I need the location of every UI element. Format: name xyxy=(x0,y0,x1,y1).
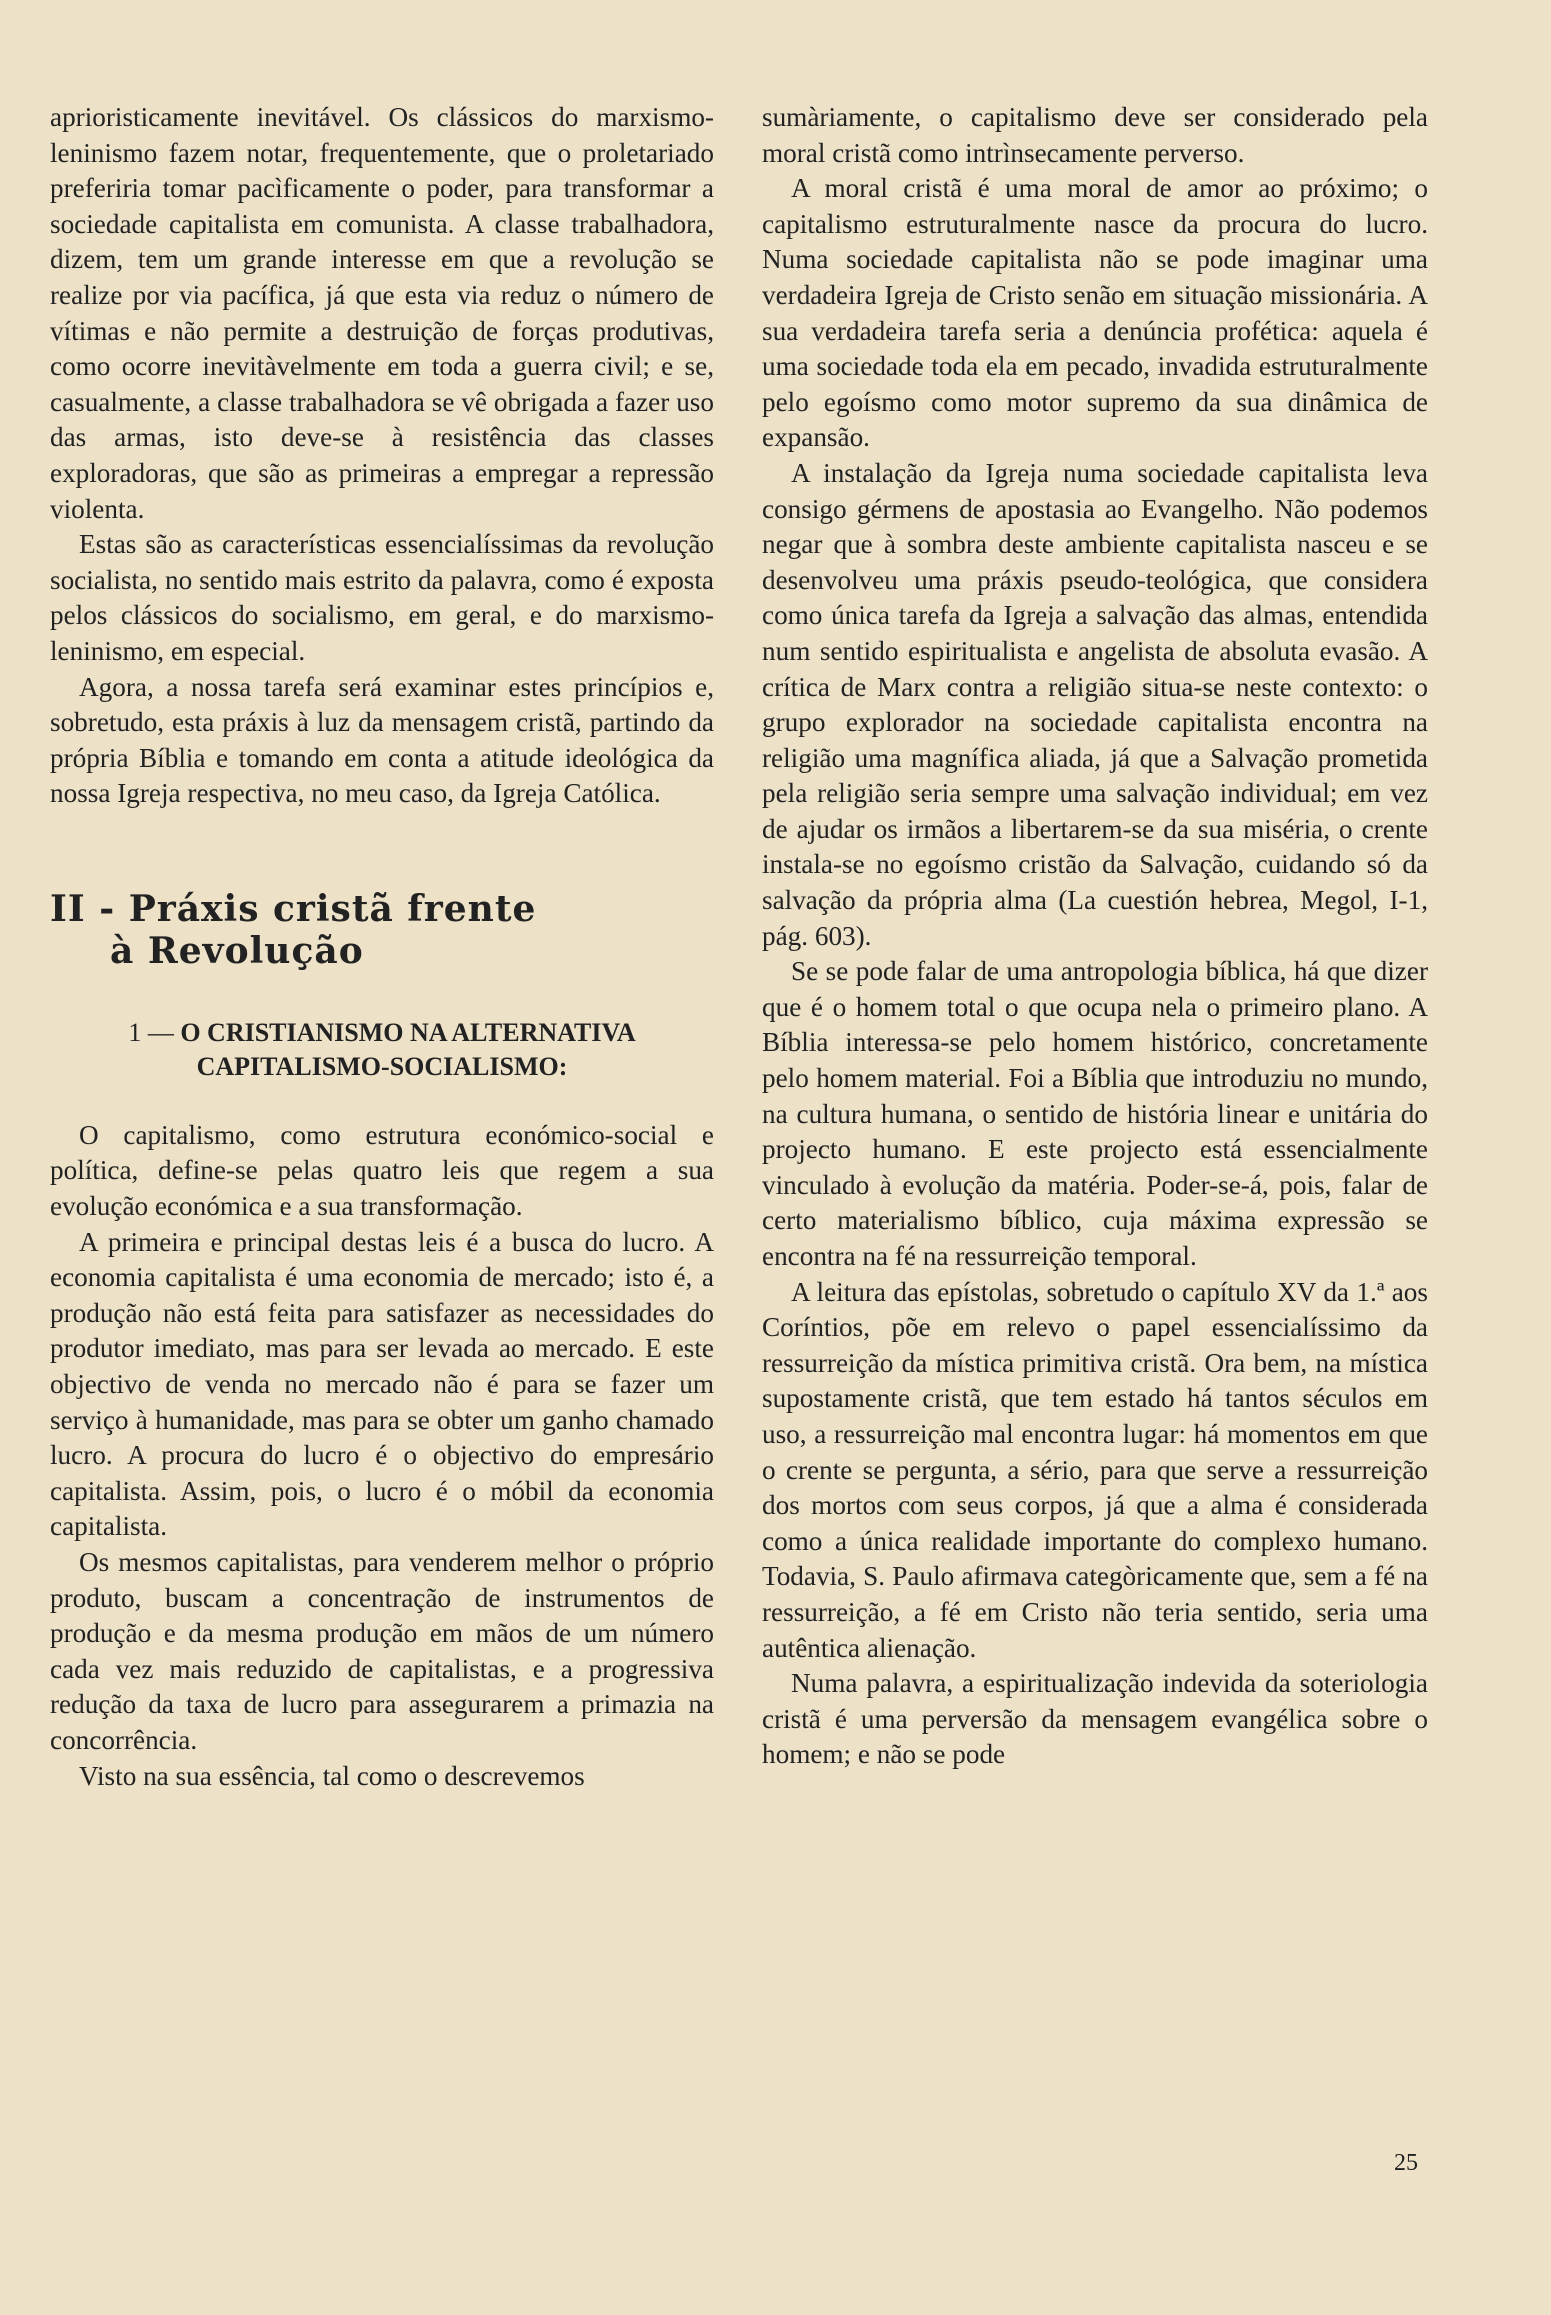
paragraph: Agora, a nossa tarefa será examinar estes princípios e, sobretudo, esta práxis à luz da mensagem cristã, partindo da própria Bíblia e tomando em conta a atitude ideológica da nossa Igreja respectiva, no meu caso, da Igreja Católica. xyxy=(50,671,714,809)
paragraph: A leitura das epístolas, sobretudo o capítulo XV da 1.ª aos Coríntios, põe em relevo o papel essencialíssimo da ressurreição da mística primitiva cristã. Ora bem, na mística supostamente cristã, que tem estado há tantos séculos em uso, a ressurreição mal encontra lugar: há momentos em que o crente se pergunta, a sério, para que serve a ressurreição dos mortos com seus corpos, já que a alma é considerada como a única realidade importante do complexo humano. Todavia, S. Paulo afirmava categòricamente que, sem a fé na ressurreição, a fé em Cristo não teria sentido, seria uma autêntica alienação. xyxy=(762,1276,1428,1663)
right-column xyxy=(762,100,1428,1773)
subheading-line: O CRISTIANISMO NA ALTERNATIVA xyxy=(180,1017,636,1047)
subheading xyxy=(50,1016,714,1084)
paragraph: Numa palavra, a espiritualização indevida da soteriologia cristã é uma perversão da mensagem evangélica sobre o homem; e não se pode xyxy=(762,1668,1428,1770)
paragraph: A primeira e principal destas leis é a busca do lucro. A economia capitalista é uma economia de mercado; isto é, a produção não está feita para satisfazer as necessidades do produtor imediato, mas para ser levada ao mercado. E este objectivo de venda no mercado não é para se fazer um serviço à humanidade, mas para se obter um ganho chamado lucro. A procura do lucro é o objectivo do empresário capitalista. Assim, pois, o lucro é o móbil da economia capitalista. xyxy=(50,1226,714,1542)
paragraph: Os mesmos capitalistas, para venderem melhor o próprio produto, buscam a concentração de instrumentos de produção e da mesma produção em mãos de um número cada vez mais reduzido de capitalistas, e a progressiva redução da taxa de lucro para assegurarem a primazia na concorrência. xyxy=(50,1547,714,1755)
page-number: 25 xyxy=(1394,2150,1418,2176)
paragraph: A moral cristã é uma moral de amor ao próximo; o capitalismo estruturalmente nasce da procura do lucro. Numa sociedade capitalista não se pode imaginar uma verdadeira Igreja de Cristo senão em situação missionária. A sua verdadeira tarefa seria a denúncia profética: aquela é uma sociedade toda ela em pecado, invadida estruturalmente pelo egoísmo como motor supremo da sua dinâmica de expansão. xyxy=(762,173,1428,453)
section-heading xyxy=(50,888,714,972)
section-heading-line: à Revolução xyxy=(110,929,364,972)
paragraph: O capitalismo, como estrutura económico-social e política, define-se pelas quatro leis que regem a sua evolução económica e a sua transformação. xyxy=(50,1119,714,1222)
subheading-number: 1 — xyxy=(128,1017,174,1047)
section-heading-line: II - Práxis cristã frente xyxy=(50,887,537,930)
paragraph: Visto na sua essência, tal como o descrevemos xyxy=(79,1760,585,1791)
subheading-line: CAPITALISMO-SOCIALISMO: xyxy=(196,1051,568,1081)
paragraph: sumàriamente, o capitalismo deve ser considerado pela moral cristã como intrìnsecamente perverso. xyxy=(762,102,1428,168)
left-column xyxy=(50,100,714,1794)
paragraph: Se se pode falar de uma antropologia bíblica, há que dizer que é o homem total o que ocupa nela o primeiro plano. A Bíblia interessa-se pelo homem histórico, concretamente pelo homem material. Foi a Bíblia que introduziu no mundo, na cultura humana, o sentido de história linear e unitária do projecto humano. E este projecto está essencialmente vinculado à evolução da matéria. Poder-se-á, pois, falar de certo materialismo bíblico, cuja máxima expressão se encontra na fé na ressurreição temporal. xyxy=(762,956,1428,1271)
paragraph: aprioristicamente inevitável. Os clássicos do marxismo-leninismo fazem notar, frequentemente, que o proletariado preferiria tomar pacìficamente o poder, para transformar a sociedade capitalista em comunista. A classe trabalhadora, dizem, tem um grande interesse em que a revolução se realize por via pacífica, já que esta via reduz o número de vítimas e não permite a destruição de forças produtivas, como ocorre inevitàvelmente em toda a guerra civil; e se, casualmente, a classe trabalhadora se vê obrigada a fazer uso das armas, isto deve-se à resistência das classes exploradoras, que são as primeiras a empregar a repressão violenta. xyxy=(50,102,714,524)
paragraph: Estas são as características essencialíssimas da revolução socialista, no sentido mais estrito da palavra, como é exposta pelos clássicos do socialismo, em geral, e do marxismo-leninismo, em especial. xyxy=(50,529,714,666)
paragraph: A instalação da Igreja numa sociedade capitalista leva consigo gérmens de apostasia ao Evangelho. Não podemos negar que à sombra deste ambiente capitalista nasceu e se desenvolveu uma práxis pseudo-teológica, que considera como única tarefa da Igreja a salvação das almas, entendida num sentido espiritualista e angelista de absoluta evasão. A crítica de Marx contra a religião situa-se neste contexto: o grupo explorador na sociedade capitalista encontra na religião uma magnífica aliada, já que a Salvação prometida pela religião seria sempre uma salvação individual; em vez de ajudar os irmãos a libertarem-se da sua miséria, o crente instala-se no egoísmo cristão da Salvação, cuidando só da salvação da própria alma (La cuestión hebrea, Megol, I-1, pág. 603). xyxy=(762,457,1428,951)
